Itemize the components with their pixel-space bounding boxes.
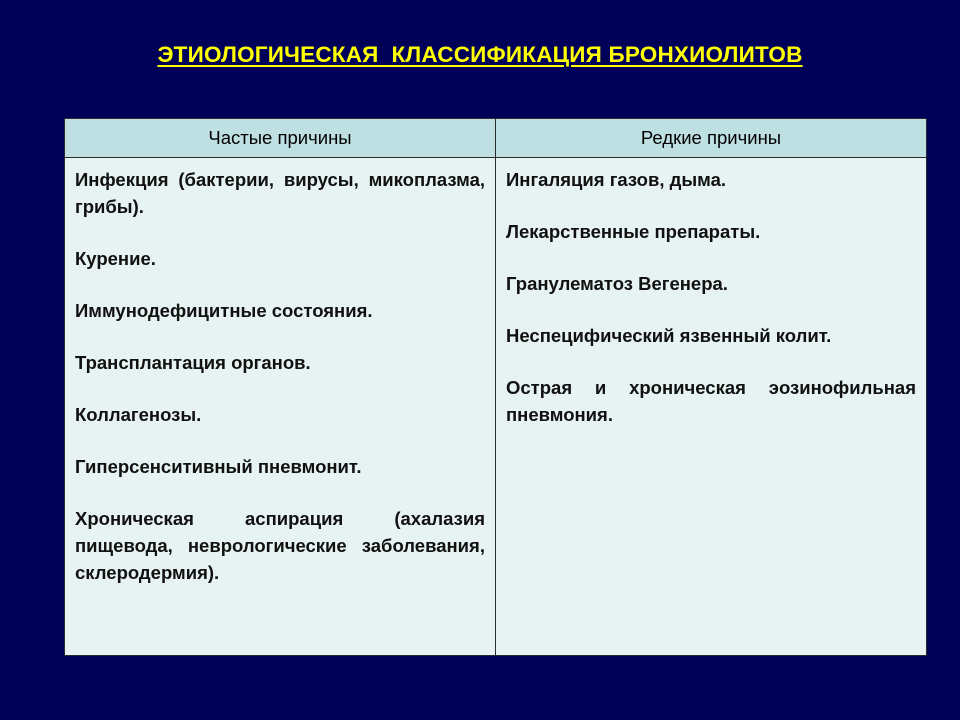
header-frequent-causes: Частые причины (65, 119, 496, 158)
header-rare-causes: Редкие причины (496, 119, 927, 158)
table-header-row (65, 119, 927, 158)
list-item: Трансплантация органов. (75, 352, 311, 373)
list-item: Курение. (75, 248, 156, 269)
list-item: Острая и хроническая эозинофильная пневмония. (506, 377, 916, 425)
list-item: Хроническая аспирация (ахалазия пищевода, неврологические заболевания, склеродермия). (75, 508, 485, 583)
list-item: Ингаляция газов, дыма. (506, 169, 727, 190)
list-item: Неспецифический язвенный колит. (506, 325, 832, 346)
list-item: Гранулематоз Вегенера. (506, 273, 728, 294)
classification-table (64, 118, 927, 656)
list-item: Иммунодефицитные состояния. (75, 300, 373, 321)
list-item: Коллагенозы. (75, 404, 202, 425)
rare-causes-cell (496, 158, 927, 656)
frequent-causes-cell (65, 158, 496, 656)
table-row (65, 158, 927, 656)
slide-title: ЭТИОЛОГИЧЕСКАЯ КЛАССИФИКАЦИЯ БРОНХИОЛИТОВ (157, 42, 803, 67)
list-item: Гиперсенситивный пневмонит. (75, 456, 362, 477)
list-item: Инфекция (бактерии, вирусы, микоплазма, грибы). (75, 169, 485, 217)
list-item: Лекарственные препараты. (506, 221, 761, 242)
